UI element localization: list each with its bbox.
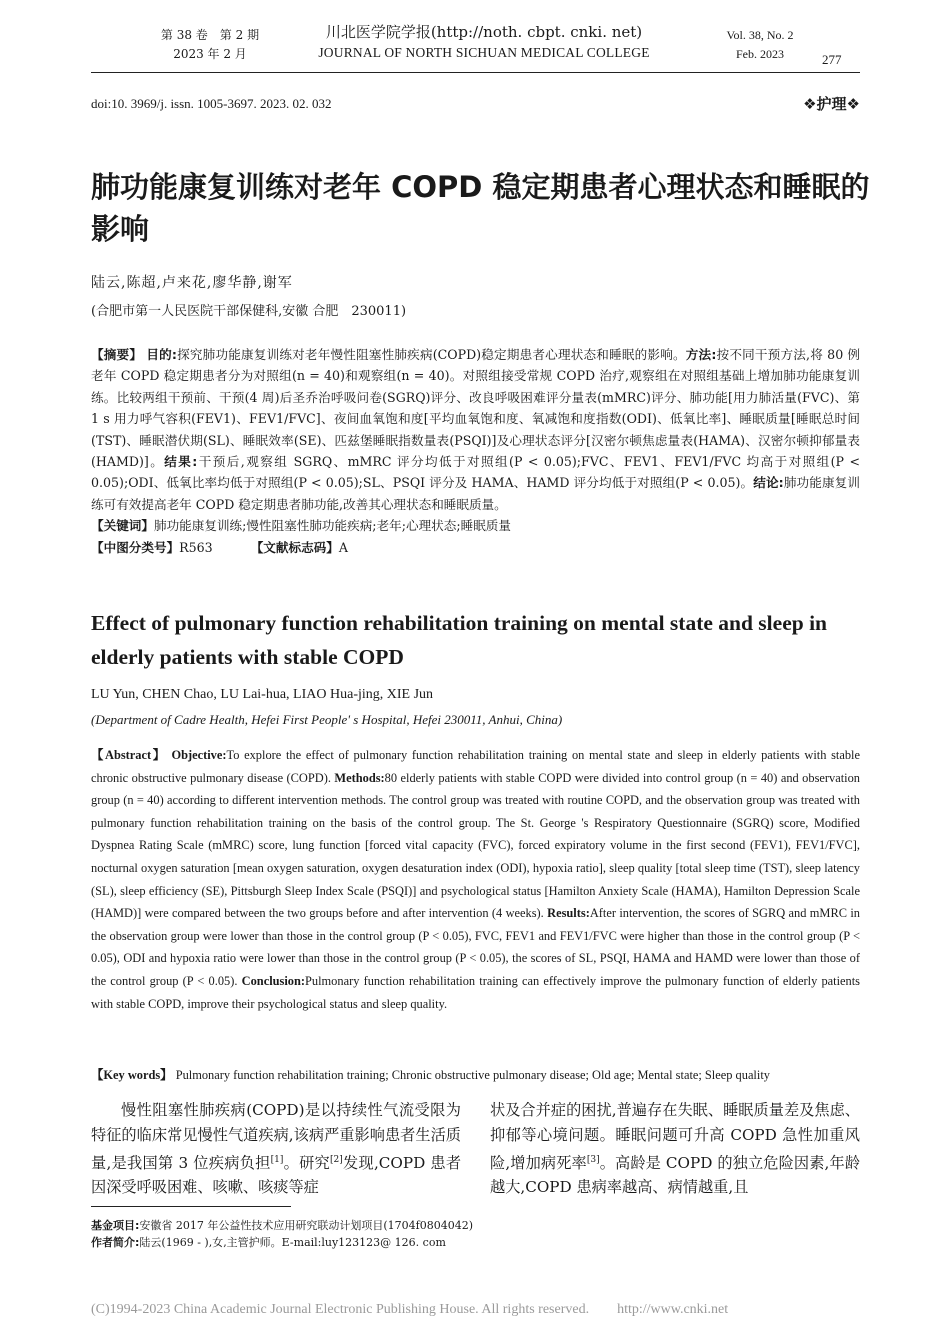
header-volume-cn [140, 26, 280, 64]
fund-text: 安徽省 2017 年公益性技术应用研究联动计划项目(1704f0804042) [139, 1219, 474, 1232]
methods-en: 80 elderly patients with stable COPD were divided into control group (n = 40) and observation group (n = 40) according to different intervention methods. The control group was treated with routine COPD, and the observation group was treated with pulmonary function rehabilitation training on the basis of the control group. The St. George 's Respiratory Questionnaire (SGRQ) score, Modified Dyspnea Rating Scale (mMRC) score, lung function [forced vital capacity (FVC), forced expiratory volume in the first second (FEV1), FEV1/FVC], nocturnal oxygen saturation [mean oxygen saturation, oxygen desaturation index (ODI), hypoxia ratio], sleep quality [total sleep time (TST), sleep latency (SL), sleep efficiency (SE), Pittsburgh Sleep Index Scale (PSQI)] and psychological status [Hamilton Anxiety Scale (HAMA), Hamilton Depression Scale (HAMD)] were compared between the two groups before and after intervention (4 weeks). [91, 770, 860, 921]
doi: doi:10. 3969/j. issn. 1005-3697. 2023. 02. 032 [91, 96, 332, 111]
clc-code: R563 [179, 539, 213, 555]
affiliation-cn: (合肥市第一人民医院干部保健科,安徽 合肥 230011) [91, 304, 407, 319]
header-journal [284, 22, 684, 64]
volume-en: Vol. 38, No. 2 [726, 28, 794, 42]
conclusion-label-cn: 结论: [753, 475, 784, 491]
keywords-cn: 肺功能康复训练;慢性阻塞性肺功能疾病;老年;心理状态;睡眠质量 [153, 518, 511, 534]
abstract-en [91, 744, 860, 1015]
abstract-cn-body [91, 344, 860, 515]
keywords-en-row [91, 1066, 860, 1084]
author-bio-text: 陆云(1969 - ),女,主管护师。E-mail:luy123123@ 126. com [139, 1236, 446, 1249]
author-bio-label: 作者简介: [91, 1236, 140, 1249]
methods-label-en: Methods: [334, 770, 385, 785]
fund-row [91, 1217, 860, 1234]
page-number: 277 [822, 52, 842, 67]
objective-cn: 探究肺功能康复训练对老年慢性阻塞性肺疾病(COPD)稳定期患者心理状态和睡眠的影响。 [176, 347, 686, 362]
conclusion-label-en: Conclusion: [241, 973, 306, 988]
body-column-left [91, 1098, 461, 1200]
copyright-watermark: (C)1994-2023 China Academic Journal Electronic Publishing House. All rights reserved. http://www.cnki.net [91, 1302, 729, 1317]
abstract-cn-label: 【摘要】 [91, 347, 143, 362]
classification-row [91, 537, 860, 558]
objective-en: To explore the effect of pulmonary function rehabilitation training on mental state and sleep in elderly patients with stable chronic obstructive pulmonary disease (COPD). [91, 748, 861, 785]
body-text: 发现,COPD 患者因深受呼吸困难、咳嗽、咳痰等症 [91, 1153, 462, 1197]
journal-name-cn: 川北医学院学报(http://noth. cbpt. cnki. net) [325, 23, 643, 41]
methods-label-cn: 方法: [685, 347, 717, 362]
doc-code-label: 【文献标志码】 [250, 539, 339, 555]
citation-ref[interactable]: [2] [330, 1154, 343, 1165]
citation-ref[interactable]: [3] [586, 1154, 600, 1165]
body-text: 慢性阻塞性肺疾病(COPD)是以持续性气流受限为特征的临床常见慢性气道疾病,该病严重影响患者生活质量,是我国第 3 位疾病负担 [91, 1101, 461, 1172]
authors-en: LU Yun, CHEN Chao, LU Lai-hua, LIAO Hua-jing, XIE Jun [91, 687, 434, 702]
affiliation-en: (Department of Cadre Health, Hefei First People' s Hospital, Hefei 230011, Anhui, China) [91, 712, 563, 727]
footnote [91, 1217, 860, 1251]
header-volume-en [720, 26, 800, 64]
footnote-divider [91, 1206, 291, 1207]
authors-cn: 陆云,陈超,卢来花,廖华静,谢军 [91, 275, 293, 291]
title-cn: 肺功能康复训练对老年 COPD 稳定期患者心理状态和睡眠的影响 [91, 170, 870, 246]
header-divider [91, 72, 860, 73]
keywords-cn-label: 【关键词】 [91, 518, 154, 534]
conclusion-en: Pulmonary function rehabilitation training can effectively improve the pulmonary function of elderly patients with stable COPD, improve their psychological status and sleep quality. [91, 973, 860, 1011]
author-bio-row [91, 1234, 860, 1251]
section-label: ❖护理❖ [803, 95, 860, 113]
date-cn: 2023 年 2 月 [173, 47, 247, 61]
objective-label-cn: 目的: [146, 347, 177, 362]
fund-label: 基金项目: [91, 1219, 140, 1232]
results-label-en: Results: [547, 906, 590, 921]
doc-code: A [338, 539, 348, 555]
conclusion-cn: 肺功能康复训练可有效提高老年 COPD 稳定期患者肺功能,改善其心理状态和睡眠质量。 [91, 475, 860, 512]
body-text: 状及合并症的困扰,普遍存在失眠、睡眠质量差及焦虑、抑郁等心境问题。睡眠问题可升高 COPD 急性加重风险,增加病死率 [490, 1101, 860, 1172]
title-en: Effect of pulmonary function rehabilitation training on mental state and sleep in elderly patients with stable COPD [91, 611, 827, 669]
results-cn: 干预后,观察组 SGRQ、mMRC 评分均低于对照组(P < 0.05);FVC、FEV1、FEV1/FVC 均高于对照组(P < 0.05);ODI、低氧比率均低于对照组(P < 0.05);SL、PSQI 评分及 HAMA、HAMD 评分均低于对照组(P < 0.05)。 [91, 454, 860, 491]
results-en: After intervention, the scores of SGRQ and mMRC in the observation group were lower than those in the control group (P < 0.05), FVC, FEV1 and FEV1/FVC were higher than those in the control group (P < 0.05), ODI and hypoxia ratio were lower than those in the control group (P < 0.05), the scores of SL, PSQI, HAMA and HAMD were lower than those of the control group (P < 0.05). [91, 906, 860, 988]
body-text: 。高龄是 COPD 的独立危险因素,年龄越大,COPD 患病率越高、病情越重,且 [490, 1153, 861, 1197]
methods-cn: 按不同干预方法,将 80 例老年 COPD 稳定期患者分为对照组(n = 40)和观察组(n = 40)。对照组接受常规 COPD 治疗,观察组在对照组基础上增加肺功能康复训练。比较两组干预前、干预(4 周)后圣乔治呼吸问卷(SGRQ)评分、改良呼吸困难评分量表(mMRC)评分、肺功能[用力肺活量(FVC)、第 1 s 用力呼气容积(FEV1)、FEV1/FVC]、夜间血氧饱和度[平均血氧饱和度、氧减饱和度指数(ODI)、低氧比率]、睡眠质量[睡眠总时间(TST)、睡眠潜伏期(SL)、睡眠效率(SE)、匹兹堡睡眠指数量表(PSQI)]及心理状态评分[汉密尔顿焦虑量表(HAMA)、汉密尔顿抑郁量表(HAMD)]。 [91, 347, 860, 470]
objective-label-en: Objective: [171, 748, 227, 762]
results-label-cn: 结果: [164, 454, 198, 470]
body-column-right [490, 1098, 860, 1200]
date-en: Feb. 2023 [736, 47, 784, 61]
abstract-cn [91, 344, 860, 558]
clc-label: 【中图分类号】 [91, 539, 180, 555]
journal-name-en: JOURNAL OF NORTH SICHUAN MEDICAL COLLEGE [318, 45, 650, 60]
citation-ref[interactable]: [1] [270, 1154, 284, 1165]
volume-cn: 第 38 卷 第 2 期 [160, 28, 260, 42]
body-text: 。研究 [283, 1153, 331, 1172]
abstract-en-label: 【Abstract】 [91, 748, 167, 762]
keywords-en-label: 【Key words】 [91, 1068, 173, 1082]
keywords-en: Pulmonary function rehabilitation training; Chronic obstructive pulmonary disease; Old age; Mental state; Sleep quality [175, 1068, 770, 1082]
keywords-cn-row [91, 515, 860, 536]
